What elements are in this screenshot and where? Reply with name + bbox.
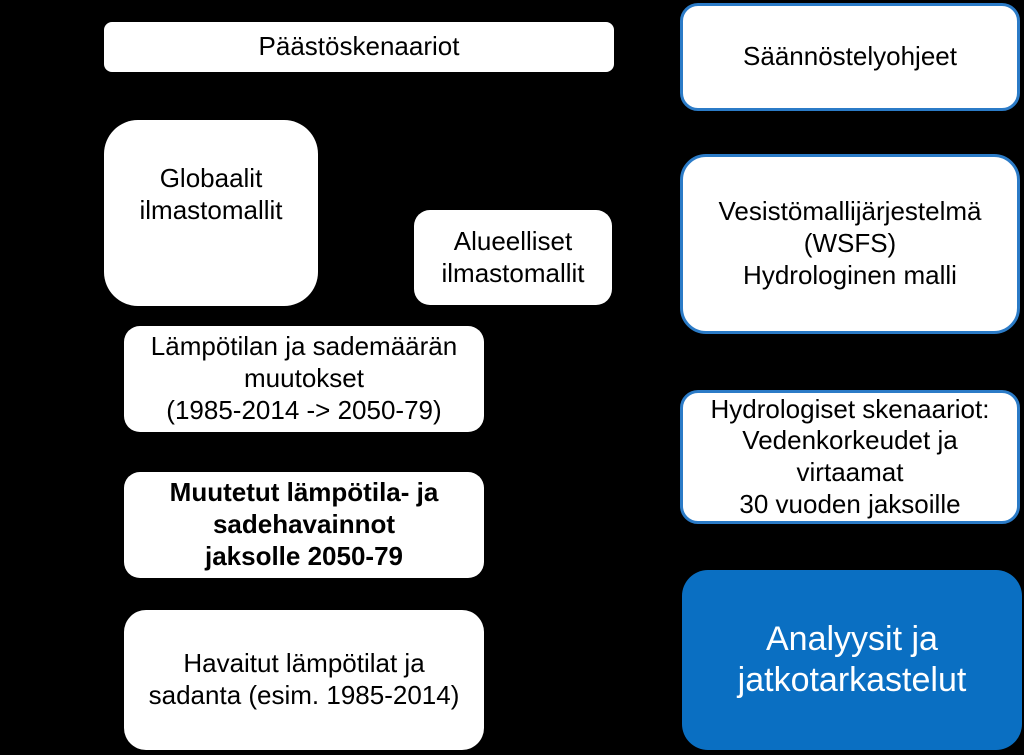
analyses-line-2: jatkotarkastelut [737,661,967,699]
observed-line-2: sadanta (esim. 1985-2014) [148,680,460,710]
global-models-line-2: ilmastomallit [139,195,283,225]
wsfs-model-line-1: Vesistömallijärjestelmä [718,196,982,227]
temp-precip-changes-line-2: muutokset [244,363,364,394]
wsfs-model-line-3: Hydrologinen malli [743,259,957,290]
hydro-scenarios-line-2: Vedenkorkeudet ja [742,425,958,456]
analyses-box [682,570,1022,750]
hydro-scenarios-line-1: Hydrologiset skenaariot: [710,393,990,424]
hydro-scenarios-box [680,390,1020,524]
hydro-scenarios-line-3: virtaamat [796,457,904,487]
modified-observations-line-3: jaksolle 2050-79 [204,540,404,571]
global-models-box [104,120,318,306]
regulation-rules-label: Säännöstelyohjeet [743,41,957,72]
modified-observations-line-2: sadehavainnot [212,509,396,540]
hydro-scenarios-line-4: 30 vuoden jaksoille [739,488,961,519]
observed-box [124,610,484,750]
modified-observations-line-1: Muutetut lämpötila- ja [169,477,439,508]
wsfs-model-line-2: (WSFS) [803,228,897,259]
wsfs-model-box [680,154,1020,334]
regulation-rules-box [680,3,1020,111]
temp-precip-changes-box [124,326,484,432]
regional-models-line-1: Alueelliset [453,225,573,256]
temp-precip-changes-line-3: (1985-2014 -> 2050-79) [166,394,442,425]
emission-scenarios-label: Päästöskenaariot [258,31,460,62]
observed-line-1: Havaitut lämpötilat ja [183,648,425,679]
temp-precip-changes-line-1: Lämpötilan ja sademäärän [150,331,458,362]
emission-scenarios-box [104,22,614,72]
analyses-line-1: Analyysit ja [766,620,938,659]
regional-models-box [414,210,612,305]
global-models-line-1: Globaalit [159,163,263,194]
modified-observations-box [124,472,484,578]
regional-models-line-2: ilmastomallit [441,257,585,288]
